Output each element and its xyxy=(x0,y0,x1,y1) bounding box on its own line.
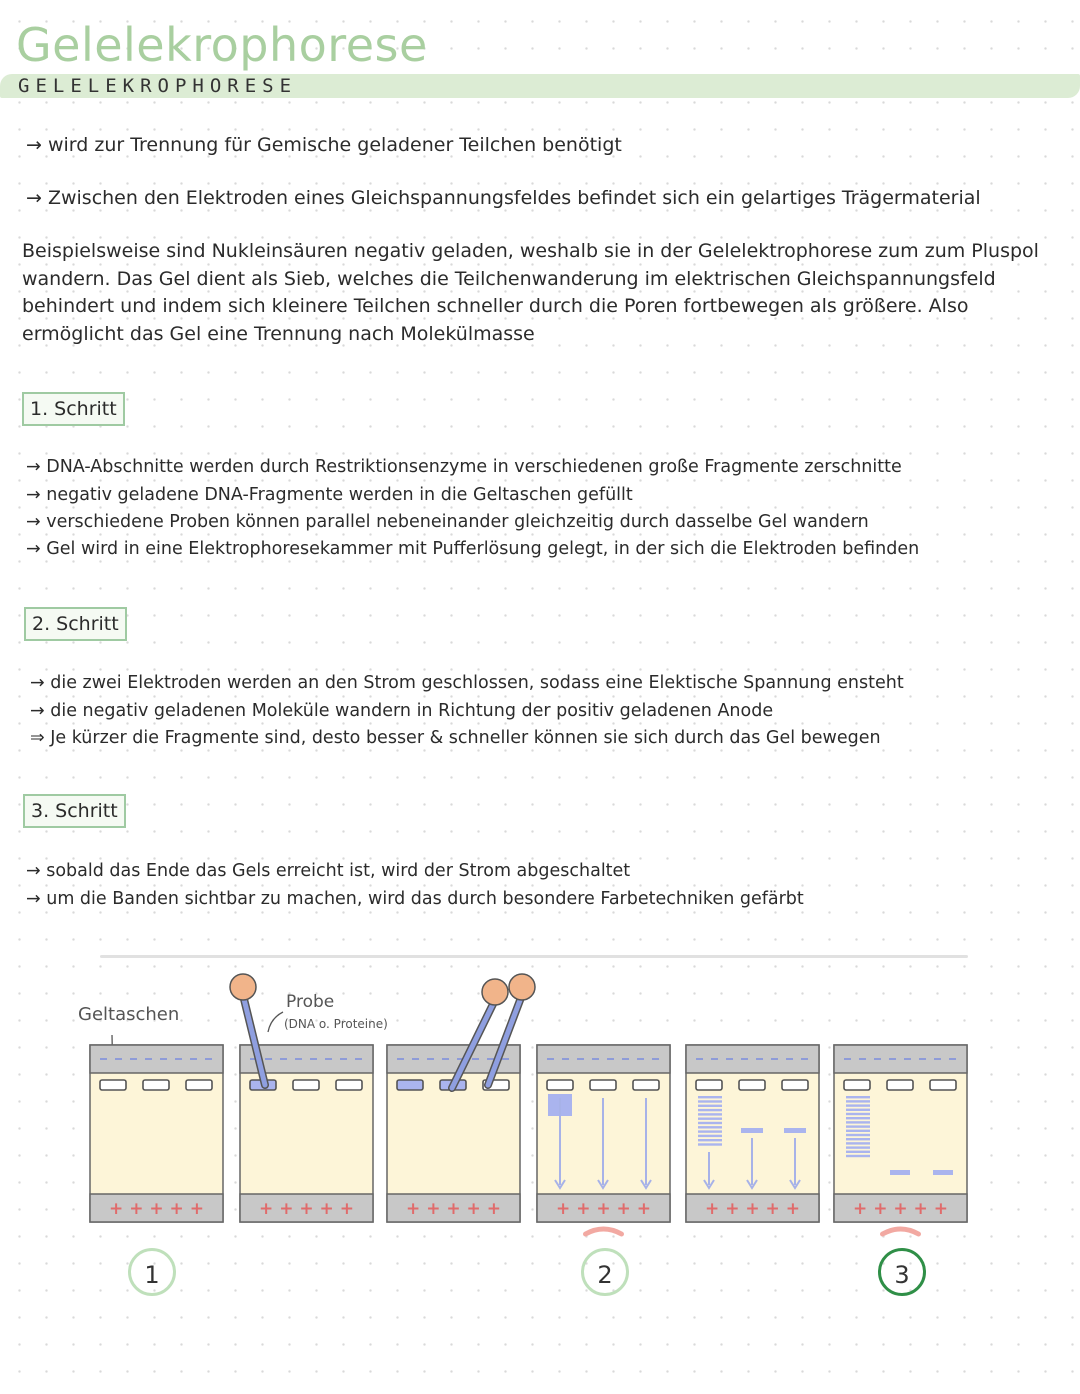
dna-band xyxy=(846,1142,870,1144)
gel-well xyxy=(293,1080,319,1090)
dna-band xyxy=(698,1113,722,1115)
negative-electrode xyxy=(537,1045,670,1073)
stage-number-3: 3 xyxy=(878,1248,926,1296)
dna-band xyxy=(846,1138,870,1140)
dna-band xyxy=(890,1170,910,1175)
dna-band xyxy=(846,1096,870,1098)
gel-well xyxy=(100,1080,126,1090)
plus-signs: + + + + + xyxy=(259,1199,354,1219)
gel-well xyxy=(782,1080,808,1090)
step-3-bullet: → sobald das Ende das Gels erreicht ist, wird der Strom abgeschaltet xyxy=(26,861,631,881)
section-divider xyxy=(100,955,968,958)
gel-well xyxy=(547,1080,573,1090)
gel-well xyxy=(633,1080,659,1090)
dna-band xyxy=(846,1100,870,1102)
dna-band xyxy=(846,1104,870,1106)
step-2-bullet: ⇒ Je kürzer die Fragmente sind, desto besser & schneller können sie sich durch das Gel bewegen xyxy=(30,728,881,748)
pipette-bulb-icon xyxy=(509,974,535,1000)
dna-band xyxy=(698,1126,722,1128)
intro-paragraph: Beispielsweise sind Nukleinsäuren negativ geladen, weshalb sie in der Gelelektrophorese zum zum Pluspol wandern. Das Gel dient als Sieb, welches die Teilchenwanderung im elektrischen Gleichspannungsfeld behindert und indem sich kleinere Teilchen schneller durch die Poren fortbewegen als größere. Also ermöglicht das Gel eine Trennung nach Molekülmasse xyxy=(22,240,1039,345)
probe-sublabel: (DNA o. Proteine) xyxy=(284,1017,388,1031)
gel-well xyxy=(887,1080,913,1090)
dna-band xyxy=(846,1151,870,1153)
gel-well xyxy=(930,1080,956,1090)
step-1-bullet: → Gel wird in eine Elektrophoresekammer mit Pufferlösung gelegt, in der sich die Elektroden befinden xyxy=(26,539,920,559)
gel-well xyxy=(186,1080,212,1090)
plus-signs: + + + + + xyxy=(406,1199,501,1219)
plus-signs: + + + + + xyxy=(109,1199,204,1219)
dna-band xyxy=(846,1155,870,1157)
gel-well xyxy=(739,1080,765,1090)
dna-band xyxy=(698,1096,722,1098)
intro-bullet: → Zwischen den Elektroden eines Gleichspannungsfeldes befindet sich ein gelartiges Trägermaterial xyxy=(26,187,981,209)
step-3-bullet: → um die Banden sichtbar zu machen, wird das durch besondere Farbetechniken gefärbt xyxy=(26,889,804,909)
dna-band xyxy=(698,1109,722,1111)
plus-signs: + + + + + xyxy=(705,1199,800,1219)
probe-pointer-line xyxy=(268,1012,283,1032)
dna-band xyxy=(846,1121,870,1123)
dna-band xyxy=(698,1130,722,1132)
step-2-bullet: → die zwei Elektroden werden an den Strom geschlossen, sodass eine Elektische Spannung ensteht xyxy=(30,673,904,693)
page-title: Gelelekrophorese xyxy=(16,18,428,72)
anode-glow xyxy=(883,1229,919,1234)
pipette-bulb-icon xyxy=(482,979,508,1005)
gel-electrophoresis-diagram xyxy=(0,960,1080,1300)
plus-signs: + + + + + xyxy=(556,1199,651,1219)
dna-band xyxy=(846,1113,870,1115)
gel-well xyxy=(336,1080,362,1090)
dna-band xyxy=(698,1118,722,1120)
gel-well xyxy=(696,1080,722,1090)
dna-band xyxy=(698,1143,722,1145)
dna-band xyxy=(698,1122,722,1124)
dna-band xyxy=(846,1134,870,1136)
dna-band xyxy=(741,1128,763,1133)
dna-band xyxy=(846,1146,870,1148)
plus-signs: + + + + + xyxy=(853,1199,948,1219)
stage-number-1: 1 xyxy=(128,1248,176,1296)
gel-well xyxy=(590,1080,616,1090)
dna-band xyxy=(846,1109,870,1111)
gel-well xyxy=(397,1080,423,1090)
geltaschen-label: Geltaschen xyxy=(78,1004,180,1025)
dna-band xyxy=(698,1135,722,1137)
dna-band xyxy=(846,1117,870,1119)
step-1-heading: 1. Schritt xyxy=(22,392,125,426)
step-2-heading: 2. Schritt xyxy=(24,607,127,641)
step-3-heading: 3. Schritt xyxy=(23,794,126,828)
dna-band xyxy=(846,1125,870,1127)
negative-electrode xyxy=(686,1045,819,1073)
anode-glow xyxy=(586,1229,622,1234)
dna-band xyxy=(698,1139,722,1141)
gel-well xyxy=(844,1080,870,1090)
step-2-bullet: → die negativ geladenen Moleküle wandern in Richtung der positiv geladenen Anode xyxy=(30,701,774,721)
dna-band xyxy=(846,1130,870,1132)
probe-label: Probe xyxy=(286,992,335,1012)
step-1-bullet: → negativ geladene DNA-Fragmente werden in die Geltaschen gefüllt xyxy=(26,485,633,505)
negative-electrode xyxy=(834,1045,967,1073)
negative-electrode xyxy=(90,1045,223,1073)
step-1-bullet: → verschiedene Proben können parallel nebeneinander gleichzeitig durch dasselbe Gel wandern xyxy=(26,512,869,532)
dna-band xyxy=(933,1170,953,1175)
step-1-bullet: → DNA-Abschnitte werden durch Restriktionsenzyme in verschiedenen große Fragmente zerschnitte xyxy=(26,457,902,477)
pipette-bulb-icon xyxy=(230,974,256,1000)
dna-band xyxy=(784,1128,806,1133)
page-subtitle: GELELEKROPHORESE xyxy=(18,75,298,97)
gel-well xyxy=(143,1080,169,1090)
intro-bullet: → wird zur Trennung für Gemische geladener Teilchen benötigt xyxy=(26,134,622,156)
dna-band xyxy=(698,1100,722,1102)
dna-band xyxy=(698,1105,722,1107)
stage-number-2: 2 xyxy=(581,1248,629,1296)
